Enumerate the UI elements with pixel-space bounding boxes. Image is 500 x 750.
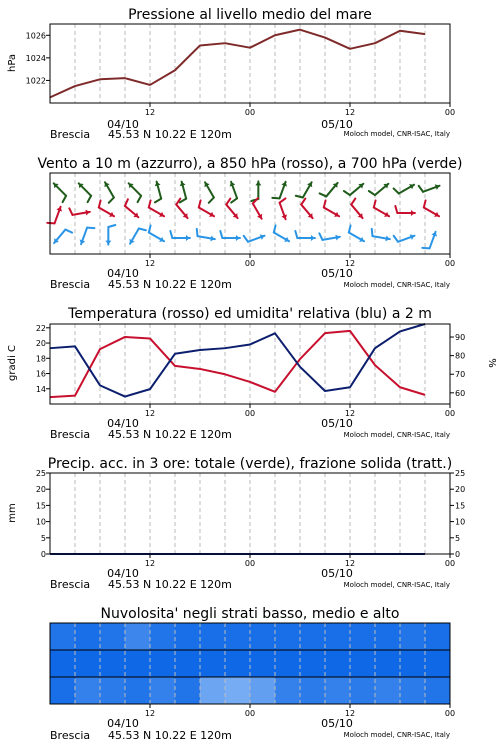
cloud-cell bbox=[375, 677, 401, 705]
wind-barb-feather bbox=[280, 198, 286, 202]
y-tick-label: 5 bbox=[40, 533, 46, 543]
cloud-cell bbox=[350, 623, 376, 651]
wind-barb-head bbox=[105, 241, 111, 245]
wind-barb-feather bbox=[374, 200, 376, 207]
wind-barb-850 bbox=[199, 200, 214, 216]
wind-barb-850 bbox=[301, 199, 312, 219]
wind-barb-850 bbox=[424, 200, 439, 216]
wind-barb-feather bbox=[197, 229, 198, 236]
x-tick-label: 12 bbox=[144, 259, 156, 268]
x-tick-label: 00 bbox=[244, 108, 256, 117]
cloud-cell bbox=[75, 623, 101, 651]
x-tick-label: 00 bbox=[244, 259, 256, 268]
wind-barb-feather bbox=[199, 200, 201, 207]
pressure-panel bbox=[7, 7, 455, 141]
cloud-cell bbox=[250, 623, 276, 651]
cloud-cell bbox=[50, 677, 76, 705]
pressure-ylabel: hPa bbox=[7, 53, 18, 73]
wind-barb-feather bbox=[320, 193, 327, 196]
pressure-credit: Moloch model, CNR-ISAC, Italy bbox=[343, 130, 450, 138]
cloud-cell bbox=[75, 650, 101, 678]
x-tick-label: 00 bbox=[244, 709, 256, 718]
x-tick-label: 12 bbox=[144, 409, 156, 418]
cloud-cell bbox=[150, 650, 176, 678]
x-tick-label: 00 bbox=[444, 259, 456, 268]
wind-barb-feather bbox=[63, 196, 67, 202]
wind-barb-850 bbox=[374, 200, 389, 216]
pressure-date-2: 05/10 bbox=[321, 118, 353, 131]
y-tick-label: 90 bbox=[455, 333, 466, 343]
wind-barb-feather bbox=[226, 199, 230, 205]
cloud-cell bbox=[100, 677, 126, 705]
y-tick-label: 1026 bbox=[25, 31, 46, 41]
cloud-cell bbox=[300, 623, 326, 651]
wind-barb-10m bbox=[149, 225, 164, 241]
y-tick-label: 20 bbox=[35, 485, 46, 495]
cloud-cell bbox=[125, 623, 151, 651]
precip-y-ticks bbox=[36, 469, 50, 559]
pressure-title: Pressione al livello medio del mare bbox=[128, 7, 372, 23]
cloud-cell bbox=[425, 650, 451, 678]
y-tick-label: 18 bbox=[35, 354, 46, 364]
cloud-cell bbox=[425, 677, 451, 705]
cloud-cell bbox=[125, 650, 151, 678]
cloud-cell bbox=[50, 623, 76, 651]
precip-frame bbox=[50, 473, 450, 554]
x-tick-label: 00 bbox=[444, 108, 456, 117]
y-tick-label: 1024 bbox=[25, 53, 46, 63]
wind-barb-10m bbox=[170, 231, 190, 241]
wind-barb-feather bbox=[220, 231, 222, 238]
x-tick-label: 12 bbox=[344, 409, 356, 418]
temperature-location-coords: 45.53 N 10.22 E 120m bbox=[108, 428, 232, 441]
cloud-x-ticks bbox=[145, 704, 455, 718]
wind-barb-feather bbox=[272, 198, 279, 199]
wind-panel bbox=[37, 156, 462, 291]
wind-date-1: 04/10 bbox=[107, 267, 139, 280]
temperature-title: Temperatura (rosso) ed umidita' relativa (blu) a 2 m bbox=[68, 306, 432, 322]
cloud-cells bbox=[50, 623, 451, 705]
wind-date-2: 05/10 bbox=[321, 267, 353, 280]
wind-barb-10m bbox=[105, 225, 115, 245]
precip-panel bbox=[7, 456, 465, 591]
wind-barb-700 bbox=[104, 182, 113, 202]
wind-barb-850 bbox=[395, 206, 415, 216]
pressure-location-city: Brescia bbox=[50, 128, 91, 141]
wind-barb-head bbox=[210, 235, 214, 241]
wind-barb-700 bbox=[344, 184, 364, 195]
wind-barb-850 bbox=[149, 200, 164, 216]
wind-barb-feather bbox=[424, 200, 426, 207]
pressure-line bbox=[50, 30, 425, 98]
wind-barb-10m bbox=[274, 225, 289, 241]
wind-barb-feather bbox=[324, 200, 326, 207]
wind-barb-feather bbox=[244, 236, 248, 242]
wind-barb-10m bbox=[372, 229, 390, 242]
cloud-cell bbox=[275, 623, 301, 651]
x-tick-label: 12 bbox=[344, 108, 356, 117]
y-tick-label: 5 bbox=[455, 533, 461, 543]
wind-barb-feather bbox=[394, 188, 399, 193]
cloud-cell bbox=[325, 677, 351, 705]
precip-ylabel: mm bbox=[7, 503, 18, 523]
y-tick-label: 80 bbox=[455, 351, 466, 361]
wind-barb-700 bbox=[419, 184, 440, 191]
cloud-cell bbox=[200, 623, 226, 651]
precip-date-2: 05/10 bbox=[321, 567, 353, 580]
pressure-x-ticks bbox=[145, 103, 455, 117]
wind-barb-feather bbox=[351, 199, 355, 205]
y-tick-label: 0 bbox=[40, 550, 46, 559]
temperature-grid bbox=[75, 324, 425, 404]
wind-barb-10m bbox=[394, 234, 415, 241]
cloud-cell bbox=[400, 650, 426, 678]
cloud-cell bbox=[200, 677, 226, 705]
x-tick-label: 00 bbox=[444, 559, 456, 568]
x-tick-label: 12 bbox=[344, 709, 356, 718]
y-tick-label: 10 bbox=[455, 517, 466, 527]
cloud-cell bbox=[350, 650, 376, 678]
wind-barb-feather bbox=[109, 198, 114, 203]
wind-barb-feather bbox=[47, 223, 54, 224]
wind-location-coords: 45.53 N 10.22 E 120m bbox=[108, 278, 232, 291]
cloud-cell bbox=[250, 677, 276, 705]
x-tick-label: 00 bbox=[244, 559, 256, 568]
wind-barb-head bbox=[385, 235, 389, 241]
temperature-location-city: Brescia bbox=[50, 428, 91, 441]
wind-barb-700 bbox=[79, 183, 91, 202]
wind-barb-feather bbox=[209, 198, 214, 203]
cloud-cell bbox=[250, 650, 276, 678]
y-tick-label: 1022 bbox=[25, 76, 46, 86]
wind-barb-700 bbox=[296, 182, 312, 197]
wind-barb-feather bbox=[395, 206, 397, 213]
cloud-cell bbox=[125, 677, 151, 705]
cloud-cell bbox=[400, 677, 426, 705]
x-tick-label: 12 bbox=[144, 559, 156, 568]
y-tick-label: 15 bbox=[455, 501, 466, 511]
cloud-cell bbox=[275, 677, 301, 705]
wind-barb-700 bbox=[251, 181, 261, 201]
wind-barb-head bbox=[311, 235, 315, 241]
cloud-cell bbox=[350, 677, 376, 705]
wind-barb-head bbox=[255, 181, 261, 185]
precip-x-ticks bbox=[145, 554, 455, 568]
wind-title: Vento a 10 m (azzurro), a 850 hPa (rosso), a 700 hPa (verde) bbox=[37, 156, 463, 172]
wind-barb-700 bbox=[320, 183, 338, 196]
wind-barbs bbox=[47, 181, 439, 248]
cloud-cell bbox=[175, 623, 201, 651]
wind-barb-feather bbox=[108, 225, 115, 227]
cloud-credit: Moloch model, CNR-ISAC, Italy bbox=[343, 731, 450, 739]
cloud-cell bbox=[275, 650, 301, 678]
x-tick-label: 12 bbox=[344, 559, 356, 568]
wind-barb-850 bbox=[280, 198, 287, 219]
wind-barb-feather bbox=[88, 196, 92, 202]
wind-barb-feather bbox=[65, 230, 72, 233]
wind-barb-feather bbox=[231, 198, 237, 202]
y-tick-label: 25 bbox=[455, 469, 466, 478]
y-tick-label: 16 bbox=[35, 369, 46, 379]
temperature-humidity-series bbox=[50, 324, 425, 397]
wind-barb-feather bbox=[296, 196, 303, 198]
y-tick-label: 10 bbox=[35, 517, 46, 527]
precip-credit: Moloch model, CNR-ISAC, Italy bbox=[343, 581, 450, 589]
wind-barb-feather bbox=[170, 231, 172, 238]
pressure-date-1: 04/10 bbox=[107, 118, 139, 131]
wind-barb-850 bbox=[324, 200, 339, 216]
pressure-location-coords: 45.53 N 10.22 E 120m bbox=[108, 128, 232, 141]
y-tick-label: 20 bbox=[455, 485, 466, 495]
y-tick-label: 0 bbox=[455, 550, 461, 559]
wind-barb-feather bbox=[99, 200, 101, 207]
pressure-series bbox=[50, 30, 425, 98]
wind-barb-10m bbox=[244, 234, 265, 241]
cloud-panel bbox=[50, 606, 455, 742]
cloud-cell bbox=[225, 650, 251, 678]
wind-barb-700 bbox=[155, 182, 161, 203]
wind-barb-feather bbox=[419, 186, 423, 192]
wind-barb-700 bbox=[204, 182, 213, 202]
wind-barb-head bbox=[335, 235, 339, 241]
cloud-date-2: 05/10 bbox=[321, 717, 353, 730]
humidity-ylabel: % bbox=[486, 358, 497, 368]
y-tick-label: 22 bbox=[35, 323, 46, 333]
x-tick-label: 12 bbox=[144, 108, 156, 117]
cloud-cell bbox=[175, 650, 201, 678]
humidity-line bbox=[50, 324, 425, 397]
temperature-x-ticks bbox=[145, 404, 455, 418]
temperature-ylabel: gradi C bbox=[7, 345, 18, 381]
cloud-cell bbox=[300, 677, 326, 705]
temperature-panel bbox=[7, 306, 497, 441]
cloud-cell bbox=[225, 677, 251, 705]
wind-barb-head bbox=[85, 210, 89, 216]
cloud-date-1: 04/10 bbox=[107, 717, 139, 730]
y-tick-label: 70 bbox=[455, 370, 466, 380]
wind-x-ticks bbox=[145, 254, 455, 268]
wind-barb-850 bbox=[99, 200, 114, 216]
wind-barb-feather bbox=[369, 191, 375, 195]
wind-barb-10m bbox=[295, 231, 315, 241]
wind-barb-700 bbox=[129, 183, 141, 202]
x-tick-label: 00 bbox=[444, 409, 456, 418]
wind-barb-head bbox=[236, 235, 240, 241]
cloud-title: Nuvolosita' negli strati basso, medio e alto bbox=[100, 606, 400, 622]
precip-title: Precip. acc. in 3 ore: totale (verde), frazione solida (tratt.) bbox=[47, 456, 453, 472]
pressure-y-ticks bbox=[26, 31, 50, 85]
precip-location-city: Brescia bbox=[50, 578, 91, 591]
temperature-y-ticks bbox=[36, 324, 50, 394]
y-tick-label: 25 bbox=[35, 469, 46, 478]
cloud-cell bbox=[325, 650, 351, 678]
wind-barb-feather bbox=[149, 200, 151, 207]
cloud-cell bbox=[50, 650, 76, 678]
wind-barb-feather bbox=[125, 199, 128, 206]
y-tick-label: 14 bbox=[35, 384, 46, 394]
wind-barb-feather bbox=[394, 236, 398, 242]
cloud-cell bbox=[400, 623, 426, 651]
precip-location-coords: 45.53 N 10.22 E 120m bbox=[108, 578, 232, 591]
cloud-cell bbox=[150, 677, 176, 705]
cloud-location-coords: 45.53 N 10.22 E 120m bbox=[108, 729, 232, 742]
cloud-cell bbox=[175, 677, 201, 705]
cloud-cell bbox=[375, 650, 401, 678]
wind-location-city: Brescia bbox=[50, 278, 91, 291]
precip-y-ticks-right bbox=[450, 469, 465, 559]
wind-barb-850 bbox=[125, 199, 138, 217]
humidity-y-ticks bbox=[450, 333, 465, 398]
wind-barb-10m bbox=[319, 233, 340, 240]
cloud-cell bbox=[100, 623, 126, 651]
wind-barb-700 bbox=[54, 183, 66, 202]
wind-barb-feather bbox=[344, 191, 350, 195]
wind-credit: Moloch model, CNR-ISAC, Italy bbox=[343, 281, 450, 289]
wind-barb-700 bbox=[369, 184, 389, 195]
wind-barb-feather bbox=[138, 196, 142, 202]
cloud-cell bbox=[75, 677, 101, 705]
wind-barb-head bbox=[411, 210, 415, 216]
wind-barb-feather bbox=[319, 233, 322, 240]
wind-barb-feather bbox=[301, 199, 305, 205]
cloud-cell bbox=[325, 623, 351, 651]
cloud-cell bbox=[100, 650, 126, 678]
temperature-date-1: 04/10 bbox=[107, 417, 139, 430]
wind-barb-10m bbox=[349, 225, 364, 241]
temperature-frame bbox=[50, 324, 450, 404]
cloud-cell bbox=[300, 650, 326, 678]
temperature-date-2: 05/10 bbox=[321, 417, 353, 430]
wind-barb-feather bbox=[87, 228, 94, 229]
x-tick-label: 00 bbox=[444, 709, 456, 718]
wind-barb-850 bbox=[253, 198, 262, 218]
wind-barb-head bbox=[186, 235, 190, 241]
wind-barb-850 bbox=[69, 208, 90, 215]
cloud-cell bbox=[225, 623, 251, 651]
cloud-cell bbox=[150, 623, 176, 651]
wind-barb-10m bbox=[197, 229, 215, 242]
wind-barb-feather bbox=[139, 228, 146, 230]
wind-barb-feather bbox=[422, 248, 429, 249]
cloud-location-city: Brescia bbox=[50, 729, 91, 742]
precip-grid bbox=[75, 473, 425, 554]
wind-barb-10m bbox=[80, 228, 95, 245]
y-tick-label: 20 bbox=[35, 339, 46, 349]
y-tick-label: 60 bbox=[455, 388, 466, 398]
pressure-grid bbox=[75, 24, 425, 103]
temperature-credit: Moloch model, CNR-ISAC, Italy bbox=[343, 431, 450, 439]
wind-barb-feather bbox=[372, 229, 373, 236]
wind-barb-10m bbox=[129, 228, 145, 243]
wind-barb-700 bbox=[394, 184, 414, 193]
cloud-cell bbox=[425, 623, 451, 651]
wind-barb-10m bbox=[54, 230, 72, 243]
wind-barb-feather bbox=[155, 199, 161, 203]
x-tick-label: 00 bbox=[244, 409, 256, 418]
cloud-cell bbox=[375, 623, 401, 651]
wind-barb-850 bbox=[351, 199, 362, 219]
wind-barb-10m bbox=[220, 231, 240, 241]
y-tick-label: 15 bbox=[35, 501, 46, 511]
precip-date-1: 04/10 bbox=[107, 567, 139, 580]
wind-barb-feather bbox=[69, 208, 72, 215]
x-tick-label: 12 bbox=[144, 709, 156, 718]
wind-barb-feather bbox=[295, 231, 297, 238]
x-tick-label: 12 bbox=[344, 259, 356, 268]
cloud-cell bbox=[200, 650, 226, 678]
